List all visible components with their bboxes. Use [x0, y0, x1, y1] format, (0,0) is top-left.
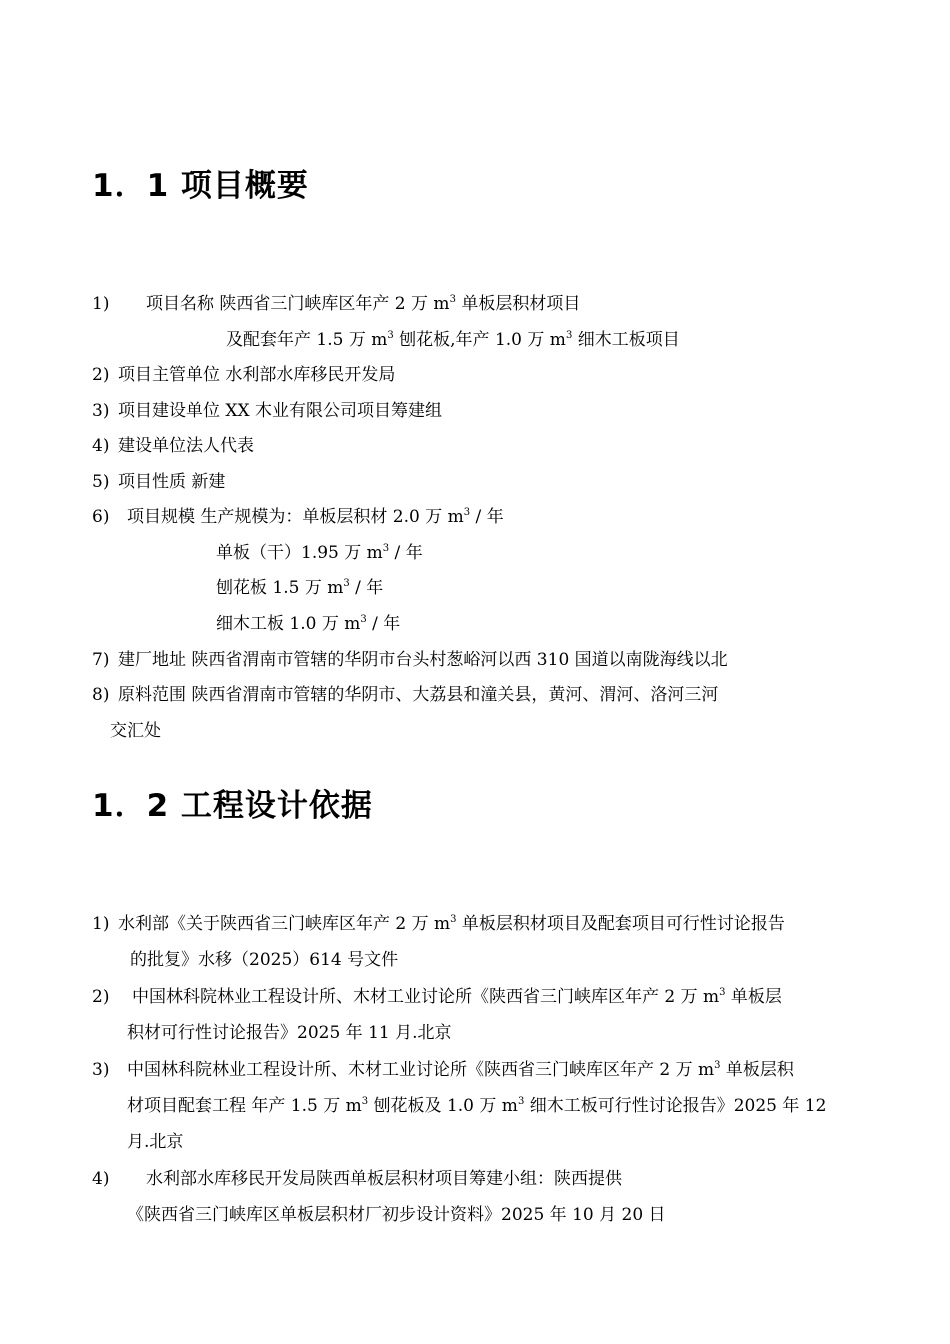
item-line: 材项目配套工程 年产 1.5 万 $m^3$ 刨花板及 1.0 万 $m^3$ 细木工板可行性讨论报告》2025 年 12 [127, 1096, 827, 1116]
item-line: 项目名称 陕西省三门峡库区年产 2 万 $m^3$ 单板层积材项目 [146, 294, 581, 314]
item-line: 项目主管单位 水利部水库移民开发局 [118, 365, 396, 385]
item-line: 刨花板 1.5 万 $m^3$ / 年 [216, 578, 384, 598]
item-line: 项目建设单位 XX 木业有限公司项目筹建组 [118, 401, 443, 421]
section-heading-1-2: 1．2 工程设计依据 [92, 788, 373, 824]
item-line: 水利部《关于陕西省三门峡库区年产 2 万 $m^3$ 单板层积材项目及配套项目可行性讨论报告 [118, 914, 785, 934]
item-line: 中国林科院林业工程设计所、木材工业讨论所《陕西省三门峡库区年产 2 万 $m^3$ 单板层积 [127, 1060, 794, 1080]
item-number: 2) [92, 987, 110, 1007]
item-number: 6) [92, 507, 110, 527]
item-number: 4) [92, 1169, 110, 1189]
item-line: 交汇处 [110, 721, 161, 741]
item-line: 积材可行性讨论报告》2025 年 11 月.北京 [127, 1023, 452, 1043]
item-number: 8) [92, 685, 110, 705]
item-line: 及配套年产 1.5 万 $m^3$ 刨花板,年产 1.0 万 $m^3$ 细木工板项目 [226, 330, 680, 350]
item-line: 单板（干）1.95 万 $m^3$ / 年 [216, 543, 423, 563]
item-number: 7) [92, 650, 110, 670]
item-line: 建设单位法人代表 [118, 436, 254, 456]
item-number: 1) [92, 914, 110, 934]
item-number: 3) [92, 1060, 110, 1080]
item-number: 1) [92, 294, 110, 314]
section-heading-1-1: 1．1 项目概要 [92, 168, 309, 204]
item-line: 细木工板 1.0 万 $m^3$ / 年 [216, 614, 401, 634]
item-line: 项目性质 新建 [118, 472, 226, 492]
item-number: 3) [92, 401, 110, 421]
item-line: 原料范围 陕西省渭南市管辖的华阴市、大荔县和潼关县，黄河、渭河、洛河三河 [118, 685, 719, 705]
item-line: 建厂地址 陕西省渭南市管辖的华阴市台头村葱峪河以西 310 国道以南陇海线以北 [118, 650, 728, 670]
item-number: 5) [92, 472, 110, 492]
item-line: 项目规模 生产规模为：单板层积材 2.0 万 $m^3$ / 年 [127, 507, 504, 527]
item-number: 2) [92, 365, 110, 385]
item-line: 水利部水库移民开发局陕西单板层积材项目筹建小组：陕西提供 [146, 1169, 622, 1189]
item-line: 月.北京 [127, 1132, 184, 1152]
item-line: 的批复》水移（2025）614 号文件 [130, 950, 399, 970]
item-line: 《陕西省三门峡库区单板层积材厂初步设计资料》2025 年 10 月 20 日 [127, 1205, 666, 1225]
item-number: 4) [92, 436, 110, 456]
item-line: 中国林科院林业工程设计所、木材工业讨论所《陕西省三门峡库区年产 2 万 $m^3$ 单板层 [132, 987, 782, 1007]
